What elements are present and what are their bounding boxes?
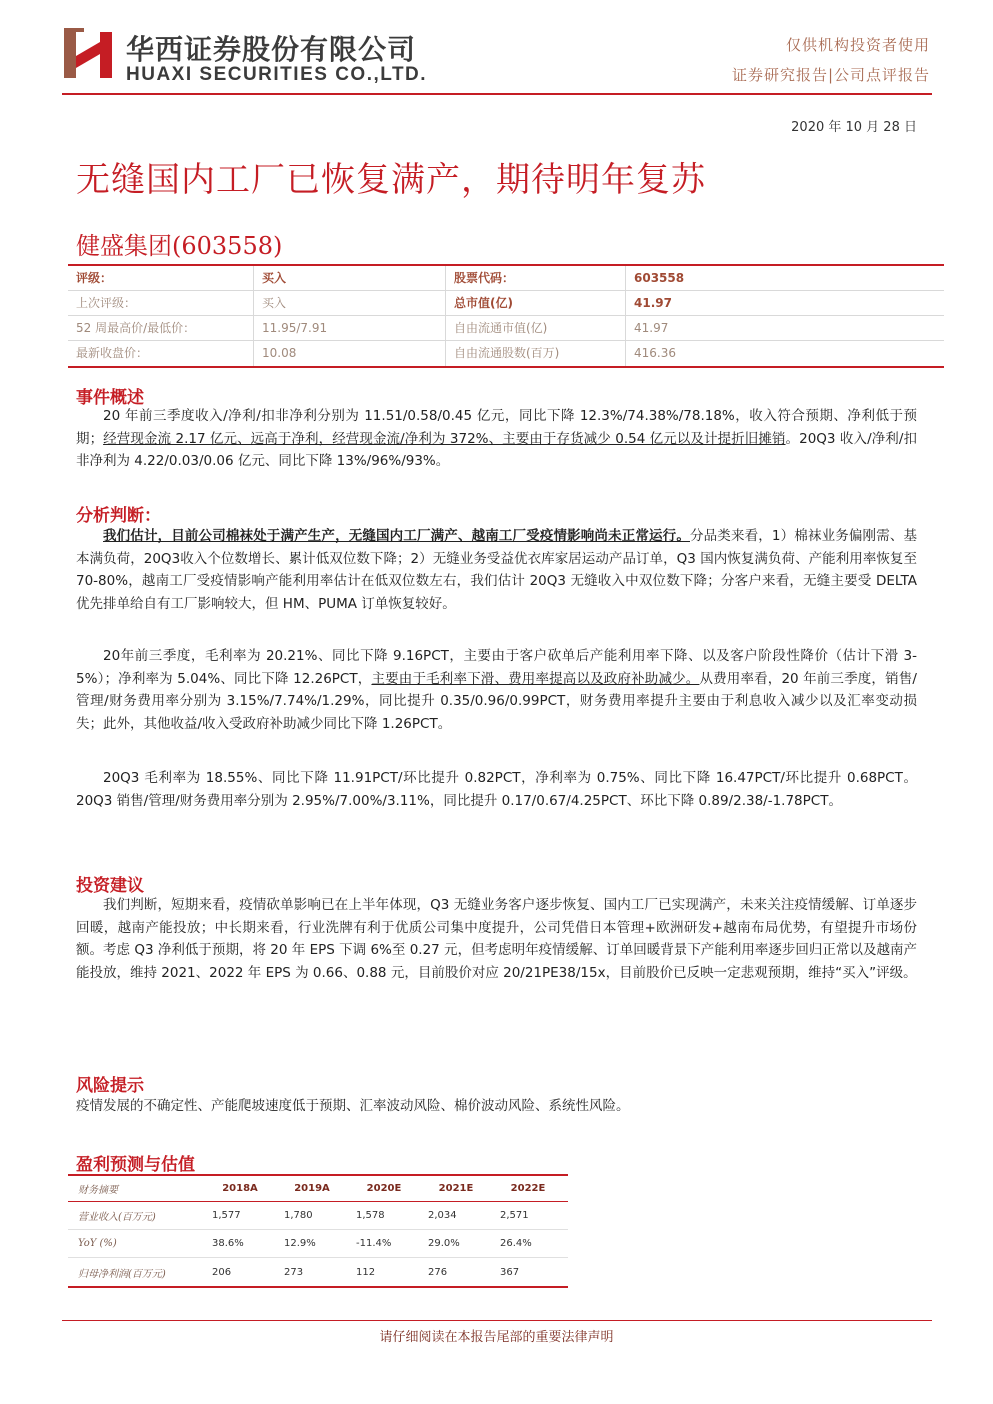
info-value: 603558 — [634, 271, 685, 285]
info-label: 上次评级： — [68, 291, 254, 315]
info-row — [68, 291, 944, 316]
table-row — [68, 1202, 568, 1230]
info-value: 10.08 — [254, 341, 446, 366]
invest-heading: 投资建议 — [76, 876, 144, 896]
table-cell: 29.0% — [428, 1238, 460, 1249]
analysis-paragraph-2 — [76, 645, 917, 735]
info-value: 41.97 — [634, 296, 672, 310]
forecast-table — [68, 1174, 568, 1288]
analysis-paragraph-1 — [76, 525, 917, 615]
table-row — [68, 1258, 568, 1286]
stock-name: 健盛集团(603558) — [76, 232, 283, 260]
table-cell: 1,577 — [212, 1210, 241, 1221]
forecast-heading: 盈利预测与估值 — [76, 1155, 195, 1175]
event-text-a: 20 年前三季度收入/净利/扣非净利分别为 11.51/0.58/0.45 亿元，同比下降 12.3%/74.38%/78.18%，收入符合预期、净利低于预期； — [76, 408, 917, 447]
footer-divider — [62, 1320, 932, 1321]
table-cell: 2,571 — [500, 1210, 529, 1221]
company-name-en: HUAXI SECURITIES CO.,LTD. — [126, 64, 428, 85]
info-value: 11.95/7.91 — [254, 316, 446, 340]
table-cell: 206 — [212, 1266, 232, 1278]
restriction-note: 仅供机构投资者使用 — [785, 36, 930, 54]
column-header: 2020E — [366, 1183, 402, 1194]
row-label: YoY (%) — [78, 1238, 117, 1249]
report-type: 证券研究报告|公司点评报告 — [731, 66, 930, 84]
rating-info-table — [68, 264, 944, 368]
event-paragraph — [76, 405, 917, 473]
table-cell: 2,034 — [428, 1210, 457, 1221]
analysis-heading: 分析判断： — [76, 506, 161, 526]
risk-paragraph: 疫情发展的不确定性、产能爬坡速度低于预期、汇率波动风险、棉价波动风险、系统性风险。 — [76, 1098, 630, 1114]
analysis-text: 分品类来看，1）棉袜业务偏刚需、基本满负荷，20Q3收入个位数增长、累计低双位数下降；2）无缝业务受益优衣库家居运动产品订单，Q3 国内恢复满负荷、产能利用率恢复至 70-80%，越南工厂受疫情影响产能利用率估计在低双位数左右，我们估计 20Q3 无缝收入中双位数下降；分客户来看，无缝主要受 DELTA 优先排单给自有工厂影响较大，但 HM、PUMA 订单恢复较好。 — [76, 528, 918, 612]
info-value: 416.36 — [634, 346, 676, 360]
column-header: 2021E — [438, 1183, 474, 1194]
legal-notice: 请仔细阅读在本报告尾部的重要法律声明 — [379, 1330, 614, 1345]
table-cell: 276 — [428, 1266, 448, 1278]
huaxi-logo-icon — [62, 26, 114, 80]
event-heading: 事件概述 — [76, 388, 144, 408]
table-row — [68, 1230, 568, 1258]
table-cell: 367 — [500, 1266, 520, 1278]
info-row — [68, 266, 944, 291]
info-value: 买入 — [254, 291, 446, 315]
report-title: 无缝国内工厂已恢复满产，期待明年复苏 — [76, 160, 706, 200]
invest-paragraph: 我们判断，短期来看，疫情砍单影响已在上半年体现，Q3 无缝业务客户逐步恢复、国内工厂已实现满产，未来关注疫情缓解、订单逐步回暖，越南产能投放；中长期来看，行业洗牌有利于优质公司集中度提升，公司凭借日本管理+欧洲研发+越南布局优势，有望提升市场份额。考虑 Q3 净利低于预期，将 20 年 EPS 下调 6%至 0.27 元，但考虑明年疫情缓解、订单回暖背景下产能利用率逐步回归正常以及越南产能投放，维持 2021、2022 年 EPS 为 0.66、0.88 元，目前股价对应 20/21PE38/15x，目前股价已反映一定悲观预期，维持“买入”评级。 — [76, 897, 917, 981]
analysis-key-judgment: 我们估计，目前公司棉袜处于满产生产，无缝国内工厂满产、越南工厂受疫情影响尚未正常运行。 — [103, 528, 690, 544]
column-header: 财务摘要 — [78, 1185, 118, 1196]
event-text-b: 。20Q3 收入/净利/扣非净利为 4.22/0.03/0.06 亿元、同比下降 13%/96%/93%。 — [76, 430, 918, 469]
table-cell: 12.9% — [284, 1238, 316, 1249]
column-header: 2018A — [222, 1183, 258, 1194]
company-name-cn: 华西证券股份有限公司 — [126, 33, 417, 66]
info-label: 自由流通股数(百万) — [446, 341, 626, 366]
info-row — [68, 316, 944, 341]
header-divider — [62, 93, 932, 95]
info-label: 总市值(亿) — [446, 291, 626, 315]
table-cell: 112 — [356, 1266, 376, 1278]
info-label: 股票代码： — [446, 266, 626, 290]
info-label: 最新收盘价： — [68, 341, 254, 366]
column-header: 2022E — [510, 1183, 546, 1194]
table-cell: 1,578 — [356, 1210, 385, 1221]
column-header: 2019A — [294, 1183, 330, 1194]
row-label: 归母净利润(百万元) — [78, 1268, 166, 1280]
table-cell: -11.4% — [356, 1238, 392, 1249]
info-label: 52 周最高价/最低价： — [68, 316, 254, 340]
analysis-text-underlined: 主要由于毛利率下滑、费用率提高以及政府补助减少。 — [371, 670, 700, 687]
table-header-row — [68, 1176, 568, 1202]
table-cell: 1,780 — [284, 1210, 313, 1221]
analysis-text: 从费用率看，20 年前三季度，销售/管理/财务费用率分别为 3.15%/7.74%/1.29%，同比提升 0.35/0.96/0.99PCT，财务费用率提升主要由于利息收入减少以及汇率变动损失；此外，其他收益/收入受政府补助减少同比下降 1.26PCT。 — [76, 670, 917, 732]
table-cell: 273 — [284, 1266, 304, 1278]
info-label: 评级： — [68, 266, 254, 290]
analysis-text: 20年前三季度，毛利率为 20.21%、同比下降 9.16PCT，主要由于客户砍单后产能利用率下降、以及客户阶段性降价（估计下滑 3-5%）；净利率为 5.04%、同比下降 12.26PCT， — [76, 648, 917, 687]
info-value: 买入 — [254, 266, 446, 290]
report-date: 2020 年 10 月 28 日 — [791, 120, 917, 135]
risk-heading: 风险提示 — [76, 1076, 144, 1096]
analysis-paragraph-3: 20Q3 毛利率为 18.55%、同比下降 11.91PCT/环比提升 0.82PCT，净利率为 0.75%、同比下降 16.47PCT/环比提升 0.68PCT。20Q3 销售/管理/财务费用率分别为 2.95%/7.00%/3.11%，同比提升 0.17/0.67/4.25PCT、环比下降 0.89/2.38/-1.78PCT。 — [76, 770, 917, 809]
table-cell: 26.4% — [500, 1238, 532, 1249]
event-text-underlined: 经营现金流 2.17 亿元、远高于净利，经营现金流/净利为 372%、主要由于存货减少 0.54 亿元以及计提折旧摊销 — [103, 430, 786, 447]
row-label: 营业收入(百万元) — [78, 1212, 156, 1223]
table-cell: 38.6% — [212, 1238, 244, 1249]
info-row — [68, 341, 944, 366]
info-value: 41.97 — [634, 321, 669, 335]
info-label: 自由流通市值(亿) — [446, 316, 626, 340]
